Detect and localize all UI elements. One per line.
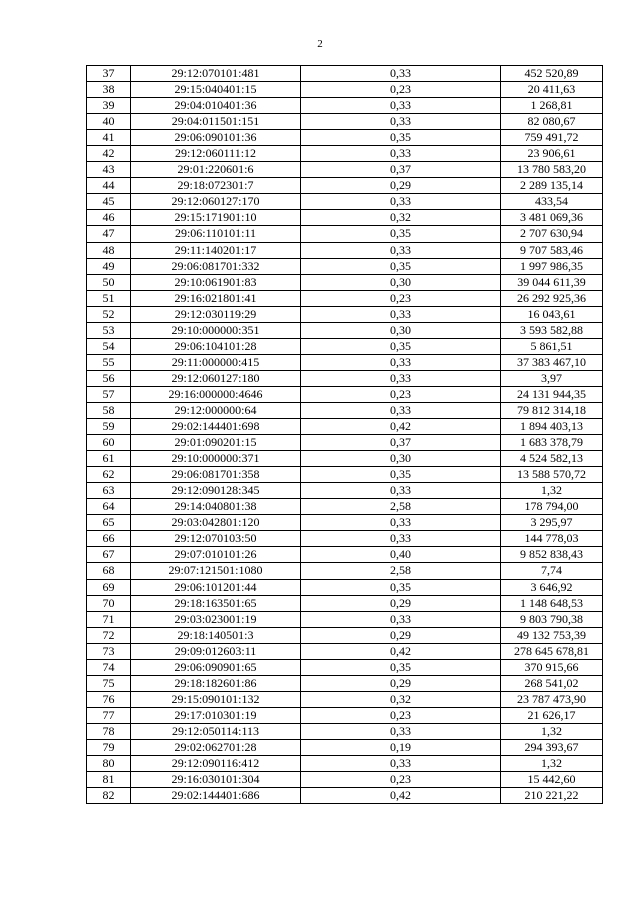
cadastral-number-cell: 29:06:090101:36 (131, 130, 301, 146)
table-row (87, 531, 603, 547)
table-row (87, 627, 603, 643)
row-number-cell: 73 (87, 643, 131, 659)
rate-cell: 0,30 (301, 451, 501, 467)
rate-cell: 0,33 (301, 66, 501, 82)
row-number-cell: 63 (87, 483, 131, 499)
rate-cell: 0,33 (301, 370, 501, 386)
table-row (87, 788, 603, 804)
cadastral-number-cell: 29:10:000000:371 (131, 451, 301, 467)
rate-cell: 0,40 (301, 547, 501, 563)
table-row (87, 322, 603, 338)
value-cell: 3 646,92 (501, 579, 603, 595)
rate-cell: 0,23 (301, 82, 501, 98)
table-row (87, 419, 603, 435)
table-row (87, 691, 603, 707)
cadastral-number-cell: 29:17:010301:19 (131, 707, 301, 723)
row-number-cell: 68 (87, 563, 131, 579)
cadastral-number-cell: 29:14:040801:38 (131, 499, 301, 515)
row-number-cell: 62 (87, 467, 131, 483)
row-number-cell: 67 (87, 547, 131, 563)
value-cell: 3 593 582,88 (501, 322, 603, 338)
rate-cell: 0,35 (301, 579, 501, 595)
cadastral-number-cell: 29:16:000000:4646 (131, 386, 301, 402)
rate-cell: 0,23 (301, 772, 501, 788)
row-number-cell: 81 (87, 772, 131, 788)
row-number-cell: 44 (87, 178, 131, 194)
cadastral-number-cell: 29:04:011501:151 (131, 114, 301, 130)
rate-cell: 0,33 (301, 531, 501, 547)
cadastral-number-cell: 29:06:090901:65 (131, 659, 301, 675)
table-row (87, 515, 603, 531)
cadastral-number-cell: 29:06:081701:358 (131, 467, 301, 483)
rate-cell: 0,42 (301, 419, 501, 435)
table-body (87, 66, 603, 804)
cadastral-number-cell: 29:18:140501:3 (131, 627, 301, 643)
cadastral-number-cell: 29:01:220601:6 (131, 162, 301, 178)
row-number-cell: 70 (87, 595, 131, 611)
rate-cell: 0,19 (301, 739, 501, 755)
rate-cell: 0,29 (301, 675, 501, 691)
value-cell: 1,32 (501, 723, 603, 739)
value-cell: 1 148 648,53 (501, 595, 603, 611)
rate-cell: 0,33 (301, 194, 501, 210)
value-cell: 178 794,00 (501, 499, 603, 515)
row-number-cell: 80 (87, 756, 131, 772)
rate-cell: 0,23 (301, 707, 501, 723)
cadastral-number-cell: 29:11:140201:17 (131, 242, 301, 258)
cadastral-number-cell: 29:06:101201:44 (131, 579, 301, 595)
row-number-cell: 78 (87, 723, 131, 739)
row-number-cell: 64 (87, 499, 131, 515)
row-number-cell: 61 (87, 451, 131, 467)
row-number-cell: 57 (87, 386, 131, 402)
value-cell: 15 442,60 (501, 772, 603, 788)
value-cell: 4 524 582,13 (501, 451, 603, 467)
cadastral-number-cell: 29:06:104101:28 (131, 338, 301, 354)
cadastral-number-cell: 29:12:090116:412 (131, 756, 301, 772)
row-number-cell: 40 (87, 114, 131, 130)
table-row (87, 290, 603, 306)
value-cell: 9 803 790,38 (501, 611, 603, 627)
rate-cell: 0,33 (301, 306, 501, 322)
value-cell: 1 997 986,35 (501, 258, 603, 274)
cadastral-number-cell: 29:12:070103:50 (131, 531, 301, 547)
value-cell: 13 780 583,20 (501, 162, 603, 178)
cadastral-number-cell: 29:01:090201:15 (131, 435, 301, 451)
row-number-cell: 58 (87, 402, 131, 418)
rate-cell: 0,42 (301, 643, 501, 659)
table-row (87, 723, 603, 739)
table-row (87, 386, 603, 402)
table-row (87, 274, 603, 290)
rate-cell: 0,33 (301, 402, 501, 418)
cadastral-number-cell: 29:07:010101:26 (131, 547, 301, 563)
row-number-cell: 69 (87, 579, 131, 595)
table-row (87, 162, 603, 178)
row-number-cell: 46 (87, 210, 131, 226)
rate-cell: 0,42 (301, 788, 501, 804)
row-number-cell: 65 (87, 515, 131, 531)
value-cell: 759 491,72 (501, 130, 603, 146)
cadastral-number-cell: 29:18:163501:65 (131, 595, 301, 611)
table-row (87, 178, 603, 194)
table-row (87, 707, 603, 723)
value-cell: 82 080,67 (501, 114, 603, 130)
table-row (87, 595, 603, 611)
row-number-cell: 45 (87, 194, 131, 210)
rate-cell: 0,33 (301, 515, 501, 531)
table-row (87, 483, 603, 499)
rate-cell: 0,30 (301, 322, 501, 338)
row-number-cell: 54 (87, 338, 131, 354)
value-cell: 2 707 630,94 (501, 226, 603, 242)
table-row (87, 435, 603, 451)
table-row (87, 659, 603, 675)
rate-cell: 2,58 (301, 563, 501, 579)
rate-cell: 0,33 (301, 723, 501, 739)
row-number-cell: 71 (87, 611, 131, 627)
rate-cell: 0,33 (301, 611, 501, 627)
cadastral-number-cell: 29:06:081701:332 (131, 258, 301, 274)
value-cell: 452 520,89 (501, 66, 603, 82)
value-cell: 26 292 925,36 (501, 290, 603, 306)
value-cell: 16 043,61 (501, 306, 603, 322)
cadastral-number-cell: 29:12:070101:481 (131, 66, 301, 82)
rate-cell: 0,35 (301, 467, 501, 483)
cadastral-number-cell: 29:15:040401:15 (131, 82, 301, 98)
value-cell: 9 707 583,46 (501, 242, 603, 258)
cadastral-number-cell: 29:02:144401:686 (131, 788, 301, 804)
cadastral-number-cell: 29:12:090128:345 (131, 483, 301, 499)
value-cell: 5 861,51 (501, 338, 603, 354)
value-cell: 20 411,63 (501, 82, 603, 98)
table-row (87, 226, 603, 242)
cadastral-number-cell: 29:09:012603:11 (131, 643, 301, 659)
row-number-cell: 47 (87, 226, 131, 242)
rate-cell: 0,30 (301, 274, 501, 290)
table-row (87, 306, 603, 322)
cadastral-number-cell: 29:10:000000:351 (131, 322, 301, 338)
table-row (87, 547, 603, 563)
cadastral-number-cell: 29:12:030119:29 (131, 306, 301, 322)
cadastral-number-cell: 29:06:110101:11 (131, 226, 301, 242)
table-row (87, 242, 603, 258)
cadastral-number-cell: 29:07:121501:1080 (131, 563, 301, 579)
table-row (87, 675, 603, 691)
table-row (87, 114, 603, 130)
value-cell: 210 221,22 (501, 788, 603, 804)
rate-cell: 0,29 (301, 178, 501, 194)
row-number-cell: 56 (87, 370, 131, 386)
row-number-cell: 79 (87, 739, 131, 755)
value-cell: 2 289 135,14 (501, 178, 603, 194)
rate-cell: 0,29 (301, 595, 501, 611)
rate-cell: 0,35 (301, 226, 501, 242)
value-cell: 1,32 (501, 756, 603, 772)
row-number-cell: 37 (87, 66, 131, 82)
row-number-cell: 74 (87, 659, 131, 675)
row-number-cell: 77 (87, 707, 131, 723)
table-row (87, 210, 603, 226)
row-number-cell: 66 (87, 531, 131, 547)
row-number-cell: 55 (87, 354, 131, 370)
value-cell: 1,32 (501, 483, 603, 499)
table-row (87, 338, 603, 354)
rate-cell: 0,33 (301, 242, 501, 258)
value-cell: 9 852 838,43 (501, 547, 603, 563)
cadastral-number-cell: 29:03:023001:19 (131, 611, 301, 627)
row-number-cell: 39 (87, 98, 131, 114)
table-row (87, 563, 603, 579)
value-cell: 21 626,17 (501, 707, 603, 723)
rate-cell: 0,32 (301, 691, 501, 707)
row-number-cell: 52 (87, 306, 131, 322)
row-number-cell: 38 (87, 82, 131, 98)
value-cell: 433,54 (501, 194, 603, 210)
row-number-cell: 41 (87, 130, 131, 146)
cadastral-number-cell: 29:12:060127:180 (131, 370, 301, 386)
cadastral-number-cell: 29:12:060127:170 (131, 194, 301, 210)
cadastral-number-cell: 29:12:060111:12 (131, 146, 301, 162)
table-row (87, 354, 603, 370)
table-row (87, 579, 603, 595)
value-cell: 39 044 611,39 (501, 274, 603, 290)
cadastral-number-cell: 29:12:050114:113 (131, 723, 301, 739)
table-row (87, 756, 603, 772)
rate-cell: 0,33 (301, 483, 501, 499)
row-number-cell: 48 (87, 242, 131, 258)
row-number-cell: 42 (87, 146, 131, 162)
cadastral-number-cell: 29:11:000000:415 (131, 354, 301, 370)
cadastral-number-cell: 29:16:021801:41 (131, 290, 301, 306)
value-cell: 1 894 403,13 (501, 419, 603, 435)
cadastral-number-cell: 29:16:030101:304 (131, 772, 301, 788)
rate-cell: 0,33 (301, 98, 501, 114)
table-row (87, 82, 603, 98)
value-cell: 144 778,03 (501, 531, 603, 547)
table-row (87, 739, 603, 755)
value-cell: 23 787 473,90 (501, 691, 603, 707)
row-number-cell: 72 (87, 627, 131, 643)
rate-cell: 0,37 (301, 162, 501, 178)
rate-cell: 0,33 (301, 354, 501, 370)
table-row (87, 370, 603, 386)
table-row (87, 611, 603, 627)
table-row (87, 772, 603, 788)
cadastral-number-cell: 29:15:171901:10 (131, 210, 301, 226)
cadastral-number-cell: 29:02:062701:28 (131, 739, 301, 755)
value-cell: 79 812 314,18 (501, 402, 603, 418)
row-number-cell: 60 (87, 435, 131, 451)
value-cell: 37 383 467,10 (501, 354, 603, 370)
rate-cell: 0,33 (301, 756, 501, 772)
rate-cell: 2,58 (301, 499, 501, 515)
value-cell: 1 268,81 (501, 98, 603, 114)
value-cell: 278 645 678,81 (501, 643, 603, 659)
row-number-cell: 75 (87, 675, 131, 691)
rate-cell: 0,35 (301, 130, 501, 146)
table-row (87, 467, 603, 483)
row-number-cell: 53 (87, 322, 131, 338)
cadastral-number-cell: 29:18:182601:86 (131, 675, 301, 691)
row-number-cell: 43 (87, 162, 131, 178)
rate-cell: 0,32 (301, 210, 501, 226)
table-row (87, 643, 603, 659)
row-number-cell: 50 (87, 274, 131, 290)
cadastral-number-cell: 29:03:042801:120 (131, 515, 301, 531)
value-cell: 370 915,66 (501, 659, 603, 675)
value-cell: 1 683 378,79 (501, 435, 603, 451)
cadastral-number-cell: 29:10:061901:83 (131, 274, 301, 290)
value-cell: 294 393,67 (501, 739, 603, 755)
row-number-cell: 51 (87, 290, 131, 306)
rate-cell: 0,33 (301, 114, 501, 130)
value-cell: 3,97 (501, 370, 603, 386)
rate-cell: 0,29 (301, 627, 501, 643)
value-cell: 3 295,97 (501, 515, 603, 531)
table-row (87, 66, 603, 82)
table-row (87, 258, 603, 274)
table-row (87, 194, 603, 210)
table-row (87, 98, 603, 114)
rate-cell: 0,35 (301, 659, 501, 675)
value-cell: 7,74 (501, 563, 603, 579)
cadastral-number-cell: 29:18:072301:7 (131, 178, 301, 194)
value-cell: 268 541,02 (501, 675, 603, 691)
row-number-cell: 59 (87, 419, 131, 435)
value-cell: 23 906,61 (501, 146, 603, 162)
row-number-cell: 49 (87, 258, 131, 274)
table-row (87, 402, 603, 418)
cadastral-number-cell: 29:02:144401:698 (131, 419, 301, 435)
rate-cell: 0,35 (301, 338, 501, 354)
cadastral-number-cell: 29:12:000000:64 (131, 402, 301, 418)
cadastral-table (86, 65, 603, 804)
table-row (87, 130, 603, 146)
row-number-cell: 76 (87, 691, 131, 707)
rate-cell: 0,33 (301, 146, 501, 162)
value-cell: 49 132 753,39 (501, 627, 603, 643)
table-row (87, 499, 603, 515)
value-cell: 24 131 944,35 (501, 386, 603, 402)
table-row (87, 146, 603, 162)
rate-cell: 0,35 (301, 258, 501, 274)
rate-cell: 0,37 (301, 435, 501, 451)
value-cell: 3 481 069,36 (501, 210, 603, 226)
page-number: 2 (317, 38, 323, 50)
value-cell: 13 588 570,72 (501, 467, 603, 483)
table-row (87, 451, 603, 467)
cadastral-number-cell: 29:04:010401:36 (131, 98, 301, 114)
row-number-cell: 82 (87, 788, 131, 804)
rate-cell: 0,23 (301, 386, 501, 402)
cadastral-number-cell: 29:15:090101:132 (131, 691, 301, 707)
rate-cell: 0,23 (301, 290, 501, 306)
